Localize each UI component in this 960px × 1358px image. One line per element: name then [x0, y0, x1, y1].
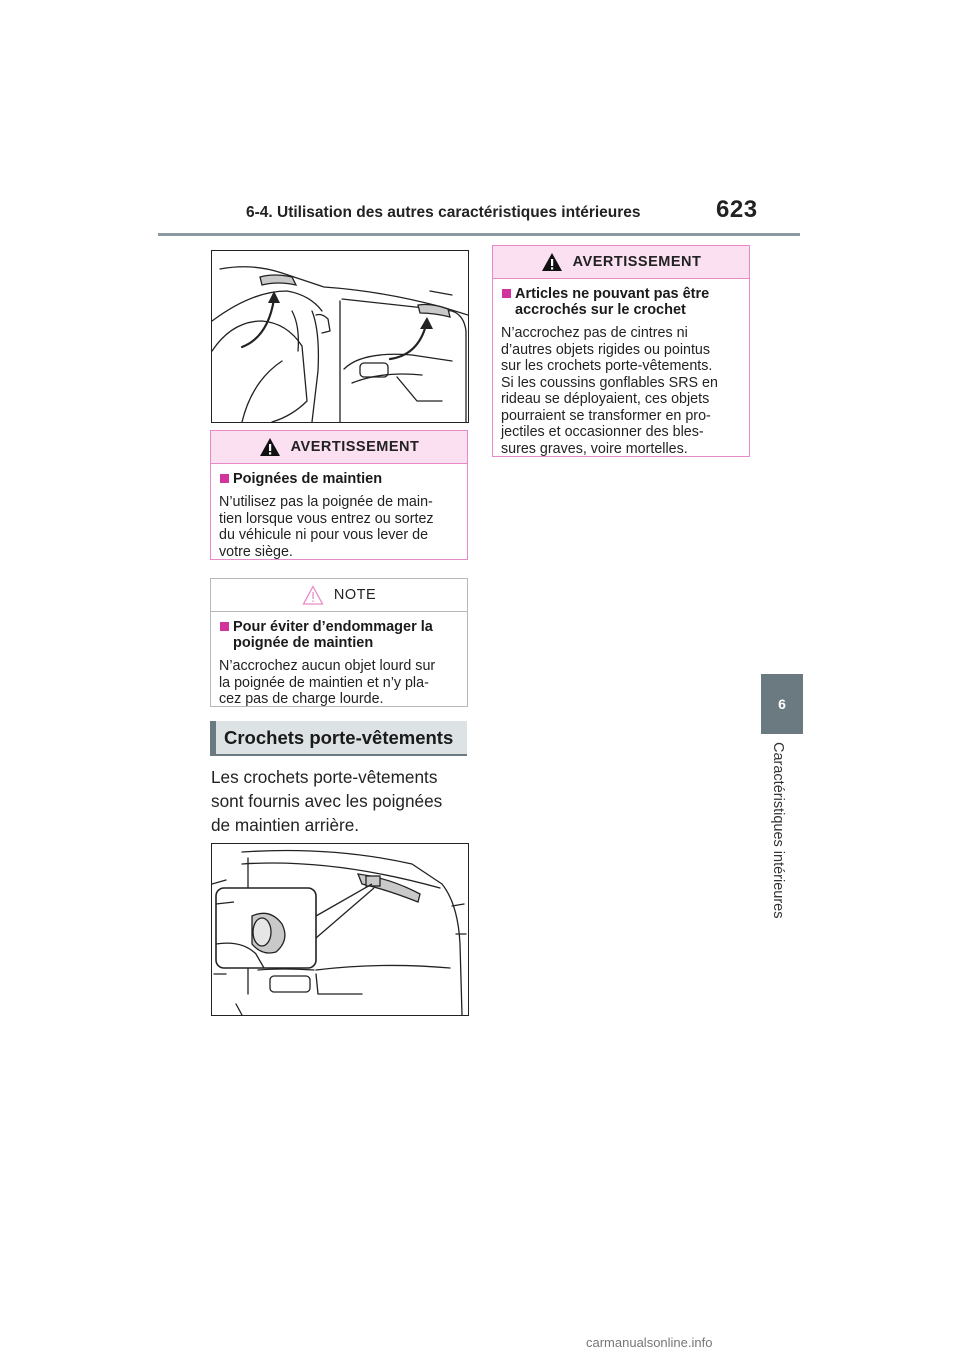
section-heading	[210, 721, 467, 756]
warning-subtitle-text: Poignées de maintien	[233, 471, 383, 487]
caution-outline-icon	[302, 585, 324, 605]
note-text: N’accrochez aucun objet lourd sur la poignée de maintien et n’y pla- cez pas de charge lourde.	[219, 658, 436, 707]
warning-subtitle	[501, 286, 741, 318]
warning-header	[211, 431, 467, 464]
warning-subtitle-text: Articles ne pouvant pas être accrochés sur le crochet	[515, 286, 710, 318]
note-label: NOTE	[333, 587, 377, 603]
subtitle-square-icon	[220, 474, 229, 483]
intro-text: Les crochets porte-vêtements sont fournis avec les poignées de maintien arrière.	[211, 767, 443, 835]
header-rule	[158, 233, 800, 236]
warning-triangle-icon	[259, 437, 281, 457]
coat-hook-illustration	[211, 843, 469, 1016]
warning-label: AVERTISSEMENT	[572, 254, 702, 270]
warning-triangle-icon	[541, 252, 563, 272]
warning-header	[493, 246, 749, 279]
note-subtitle	[219, 619, 459, 651]
note-header	[211, 579, 467, 612]
note-subtitle-text: Pour éviter d’endommager la poignée de maintien	[233, 619, 433, 651]
page-number: 623	[716, 196, 758, 223]
chapter-label	[768, 742, 794, 962]
warning-label: AVERTISSEMENT	[290, 439, 420, 455]
chapter-tab: 6	[761, 674, 803, 734]
note-box	[210, 578, 468, 707]
subtitle-square-icon	[502, 289, 511, 298]
subtitle-square-icon	[220, 622, 229, 631]
warning-grab-handles	[210, 430, 468, 560]
warning-coat-hooks	[492, 245, 750, 457]
grab-handle-illustration	[211, 250, 469, 423]
footer-watermark: carmanualsonline.info	[586, 1335, 713, 1350]
warning-text: N’utilisez pas la poignée de main- tien lorsque vous entrez ou sortez du véhicule ni pour vous lever de votre siège.	[219, 494, 434, 560]
section-heading-text: Crochets porte-vêtements	[224, 726, 454, 748]
warning-text: N’accrochez pas de cintres ni d’autres objets rigides ou pointus sur les crochets porte-vêtements. Si les coussins gonflables SRS en rideau se déployaient, ces objets pourraient se transformer en pro- jectiles et occasionner des bles- sures graves, voire mortelles.	[501, 325, 718, 457]
chapter-label-text: Caractéristiques intérieures	[770, 742, 786, 919]
running-header: 6-4. Utilisation des autres caractéristiques intérieures	[246, 204, 641, 221]
warning-subtitle	[219, 471, 459, 487]
